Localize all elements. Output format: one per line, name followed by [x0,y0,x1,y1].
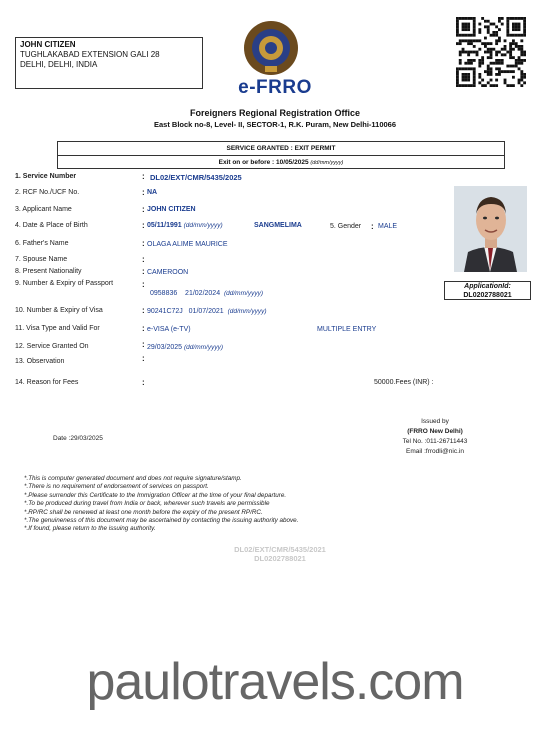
exit-date: Exit on or before : 10/05/2025 [218,159,309,166]
applicant-value: JOHN CITIZEN [147,206,196,213]
note-item: *.RP/RC shall be renewed at least one month before the expiry of the present RP/RC. [24,508,263,516]
colon: : [142,205,145,214]
dob-label: 4. Date & Place of Birth [15,222,88,229]
visa-number: 90241C72J [147,308,183,315]
service-box [57,141,505,169]
exit-date-hint: (dd/mm/yyyy) [310,160,344,166]
page-title: e-FRRO [238,77,312,98]
granted-on-date: 29/03/2025 [147,344,183,351]
colon: : [142,255,145,264]
address-line2: DELHI, DELHI, INDIA [20,60,98,69]
colon: : [371,222,374,231]
passport-expiry: 21/02/2024 [185,290,221,297]
passport-number: 0958836 [150,290,178,297]
visa-hint: (dd/mm/yyyy) [227,308,267,315]
address-name: JOHN CITIZEN [20,40,76,49]
birth-place-value: SANGMELIMA [254,222,302,229]
qr-code-icon [456,17,526,87]
note-item: *.Please surrender this Certificate to the Immigration Officer at the time of your final departure. [24,491,287,499]
office-address: East Block no-8, Level- II, SECTOR-1, R.K. Puram, New Delhi-110066 [153,120,397,129]
granted-on-value [147,344,223,351]
site-watermark: paulotravels.com [86,653,464,711]
note-item: *.If found, please return to the issuing authority. [24,525,156,533]
colon: : [142,172,145,181]
fees-value: 50000.Fees (INR) : [374,379,434,386]
visa-type-value: e-VISA (e-TV) [147,326,191,333]
service-number-value: DL02/EXT/CMR/5435/2025 [150,173,242,182]
rcf-value: NA [147,189,158,196]
service-granted: SERVICE GRANTED : EXIT PERMIT [58,142,504,156]
note-item: *.There is no requirement of endorsement of services on passport. [24,483,209,491]
visa-number-label: 10. Number & Expiry of Visa [15,307,103,314]
rcf-label: 2. RCF No./UCF No. [15,189,80,196]
granted-on-label: 12. Service Granted On [15,343,89,350]
exit-date-line [58,156,504,170]
colon: : [142,221,145,230]
dob-value [147,222,223,229]
visa-type-label: 11. Visa Type and Valid For [15,325,100,332]
document-watermark [180,545,380,563]
applicant-photo [454,186,527,272]
address-box [15,37,203,89]
bureau-emblem-icon [243,20,299,76]
application-id-box [444,281,531,300]
reason-label: 14. Reason for Fees [15,379,79,386]
colon: : [142,306,145,315]
application-id-value: DL0202788021 [463,291,512,299]
watermark-line1: DL02/EXT/CMR/5435/2021 [234,545,326,554]
dob-hint: (dd/mm/yyyy) [183,222,223,229]
address-line1: TUGHLAKABAD EXTENSION GALI 28 [20,50,160,59]
colon: : [142,267,145,276]
spouse-label: 7. Spouse Name [15,256,68,263]
observation-label: 13. Observation [15,358,65,365]
passport-hint: (dd/mm/yyyy) [223,290,263,297]
issuing-office: (FRRO New Delhi) [407,428,463,435]
passport-value [150,290,263,297]
issued-by: Issued by [421,418,449,425]
note-item: *.To be produced during travel from India or back, wherever such travels are permissible [24,500,270,508]
nationality-label: 8. Present Nationality [15,268,82,275]
issue-date: Date :29/03/2025 [53,435,103,442]
issued-by-block [380,417,490,457]
issuer-email: Email :frrodli@nic.in [406,448,464,455]
notes [24,475,298,534]
note-item: *.This is computer generated document and does not require signature/stamp. [24,475,242,482]
colon: : [142,354,145,363]
granted-on-hint: (dd/mm/yyyy) [184,344,223,351]
visa-number-value [147,308,267,315]
colon: : [142,280,145,289]
watermark-line2: DL0202788021 [254,554,306,563]
gender-label: 5. Gender [330,223,362,230]
visa-expiry: 01/07/2021 [188,308,224,315]
applicant-label: 3. Applicant Name [15,206,72,213]
note-item: *.The genuineness of this document may be ascertained by contacting the issuing authority above. [24,517,299,525]
father-label: 6. Father's Name [15,240,69,247]
colon: : [142,378,145,387]
father-value: OLAGA ALIME MAURICE [147,241,228,248]
office-name: Foreigners Regional Registration Office [189,108,361,118]
colon: : [142,324,145,333]
nationality-value: CAMEROON [147,269,189,276]
colon: : [142,239,145,248]
application-id-title: ApplicationId: [464,283,511,290]
colon: : [142,340,145,349]
passport-label: 9. Number & Expiry of Passport [15,280,114,287]
issuer-phone: Tel No. :011-26711443 [402,438,468,445]
dob-date: 05/11/1991 [147,222,182,229]
colon: : [142,188,145,197]
service-number-label: 1. Service Number [15,173,77,180]
gender-value: MALE [378,223,398,230]
visa-valid-value: MULTIPLE ENTRY [317,326,377,333]
